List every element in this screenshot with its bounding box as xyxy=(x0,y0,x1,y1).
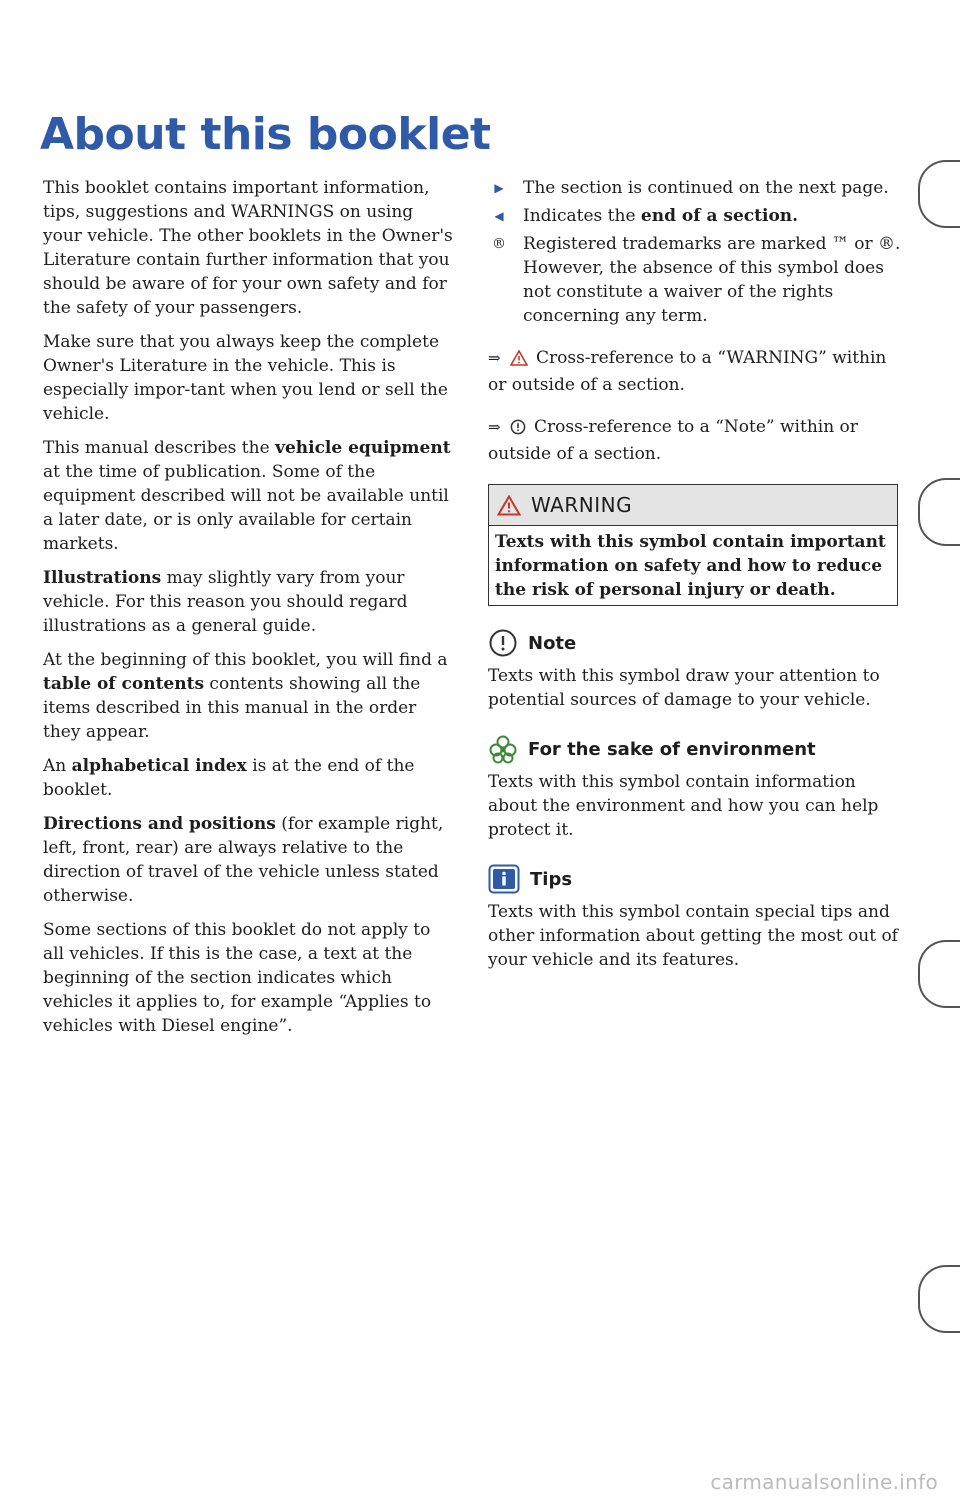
continued-text: The section is continued on the next page. xyxy=(523,178,889,198)
source-watermark: carmanualsonline.info xyxy=(710,1470,938,1494)
tips-heading xyxy=(488,864,903,894)
text-run: (for example right, left, front, rear) are always relative to the direction of travel of the vehicle unless stated otherwise. xyxy=(43,814,444,906)
tips-info-icon xyxy=(488,864,520,894)
directions-paragraph xyxy=(43,812,455,908)
registered-icon: ® xyxy=(492,236,506,252)
xref-arrow-icon: ⇒ xyxy=(488,349,501,367)
environment-title: For the sake of environment xyxy=(528,738,816,760)
note-text: Texts with this symbol draw your attention to potential sources of damage to your vehicle. xyxy=(488,666,880,710)
registered-text: Registered trademarks are marked ™ or ®. However, the absence of this symbol does not constitute a waiver of the rights concerning any term. xyxy=(523,234,901,326)
page-edge-tab xyxy=(918,940,960,1008)
text-run: may slightly vary from your vehicle. For this reason you should regard illustrations as a general guide. xyxy=(43,568,408,636)
illustrations-paragraph xyxy=(43,566,455,638)
page-edge-tab xyxy=(918,1265,960,1333)
text-run: An xyxy=(43,756,72,776)
contents-paragraph xyxy=(43,648,455,744)
warning-triangle-icon xyxy=(510,349,528,373)
tips-title: Tips xyxy=(530,868,573,890)
xref-warning xyxy=(488,346,903,397)
applicability-paragraph: Some sections of this booklet do not apply to all vehicles. If this is the case, a text at the beginning of the section indicates which vehicles it applies to, for example “Applies to vehicles with Diesel engine”. xyxy=(43,920,432,1036)
environment-flower-icon xyxy=(488,734,518,764)
intro-paragraph: This booklet contains important information, tips, suggestions and WARNINGS on using your vehicle. The other booklets in the Owner's Literature contain further information that you should be aware of for your own safety and for the safety of your passengers. xyxy=(43,178,453,318)
warning-box xyxy=(488,484,898,606)
text-run: is at the end of the booklet. xyxy=(43,756,415,800)
continued-row xyxy=(488,176,903,200)
text-run: This manual describes the xyxy=(43,438,276,458)
continued-arrow-icon: ▶ xyxy=(494,181,504,195)
page-title: About this booklet xyxy=(40,109,491,160)
warning-title: WARNING xyxy=(531,493,633,517)
bold-term: table of contents xyxy=(43,674,205,694)
keep-literature-paragraph: Make sure that you always keep the complete Owner's Literature in the vehicle. This is especially impor-tant when you lend or sell the vehicle. xyxy=(43,332,448,424)
equipment-paragraph xyxy=(43,436,455,556)
end-of-section-row xyxy=(488,204,903,228)
text-run: At the beginning of this booklet, you will find a xyxy=(43,650,448,670)
note-heading xyxy=(488,628,903,658)
bold-term: Directions and positions xyxy=(43,814,276,834)
xref-note-text: Cross-reference to a “Note” within or outside of a section. xyxy=(488,417,858,464)
xref-arrow-icon: ⇒ xyxy=(488,418,501,436)
warning-triangle-icon xyxy=(497,495,521,516)
right-column xyxy=(488,176,903,982)
note-circle-icon xyxy=(488,628,518,658)
bold-term: Illustrations xyxy=(43,568,162,588)
note-title: Note xyxy=(528,632,577,654)
bold-term: alphabetical index xyxy=(71,756,247,776)
text-run: contents showing all the items described in this manual in the order they appear. xyxy=(43,674,421,742)
page-edge-tab xyxy=(918,478,960,546)
xref-note xyxy=(488,415,903,466)
end-arrow-icon: ◀ xyxy=(494,209,504,223)
end-text: Indicates the xyxy=(523,206,641,226)
text-run: at the time of publication. Some of the equipment described will not be available until a later date, or is only available for certain markets. xyxy=(43,462,449,554)
warning-text: Texts with this symbol contain important information on safety and how to reduce the risk of personal injury or death. xyxy=(489,525,897,605)
tips-text: Texts with this symbol contain special tips and other information about getting the most out of your vehicle and its features. xyxy=(488,902,898,970)
note-circle-icon xyxy=(510,418,526,442)
index-paragraph xyxy=(43,754,455,802)
environment-text: Texts with this symbol contain information about the environment and how you can help protect it. xyxy=(488,772,879,840)
registered-row xyxy=(488,232,903,328)
bold-term: vehicle equipment xyxy=(275,438,451,458)
page-edge-tab xyxy=(918,160,960,228)
left-column xyxy=(43,176,455,1048)
environment-heading xyxy=(488,734,903,764)
end-bold: end of a section. xyxy=(640,206,799,226)
xref-warning-text: Cross-reference to a “WARNING” within or outside of a section. xyxy=(488,348,887,395)
warning-header xyxy=(489,485,897,525)
